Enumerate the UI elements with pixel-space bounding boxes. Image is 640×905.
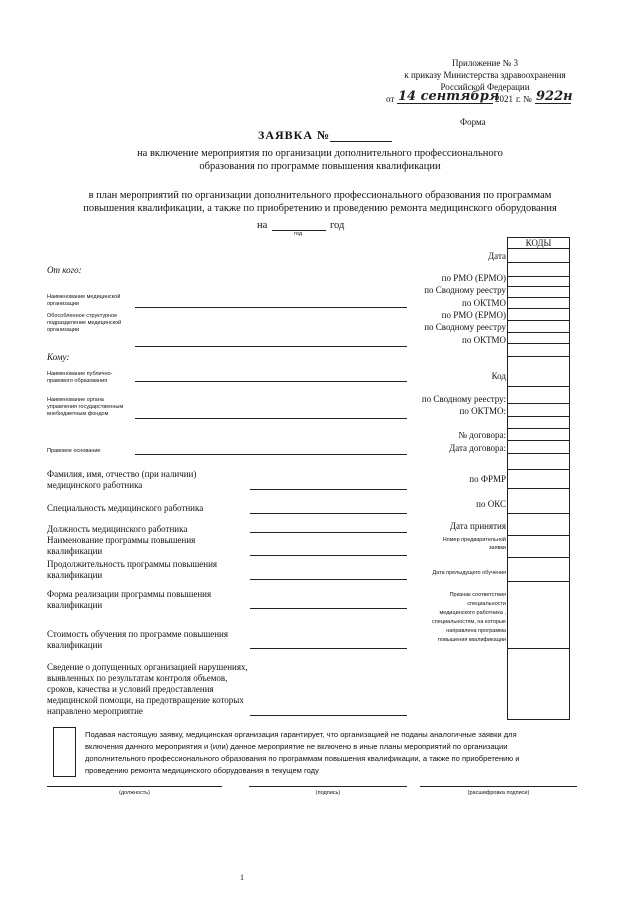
label-match-2: специальности: [467, 601, 506, 607]
label-match-6: повышения квалификации: [437, 637, 506, 643]
field-form-1: Форма реализации программы повышения: [47, 589, 212, 599]
label-rmo-1: по РМО (ЕРМО): [441, 273, 506, 283]
declaration-line-1: Подавая настоящую заявку, медицинская организация гарантирует, что организацией не поданы аналогичные заявки для: [85, 730, 517, 739]
appendix-label: Приложение № 3: [452, 58, 518, 68]
label-oktmo-2: по ОКТМО: [462, 335, 506, 345]
specialty-field-line: [250, 513, 407, 514]
handwritten-number: 922н: [536, 89, 573, 104]
field-form-2: квалификации: [47, 600, 103, 610]
label-oktmo-3: по ОКТМО:: [459, 406, 506, 416]
field-position: Должность медицинского работника: [47, 524, 188, 534]
public-field-line: [135, 381, 407, 382]
title-sub-2: образования по программе повышения квалификации: [199, 161, 441, 172]
label-fund-2: управления государственным: [47, 404, 124, 410]
title-number-underline: [330, 141, 392, 142]
label-svod-1: по Сводному реестру: [424, 285, 506, 295]
title-main: ЗАЯВКА №: [258, 128, 331, 142]
label-org-2: организации: [47, 301, 80, 307]
label-fund-3: внебюджетным фондом: [47, 411, 109, 417]
plan-line-2: повышения квалификации, а также по приобретению и проведению ремонта медицинского оборудования: [83, 203, 557, 214]
label-legal: Правовое основание: [47, 448, 101, 454]
label-sub-1: Обособленное структурное: [47, 313, 118, 319]
order-line-1: к приказу Министерства здравоохранения: [404, 70, 566, 80]
label-sub-2: подразделение медицинской: [47, 320, 122, 326]
handwritten-date: 14 сентября: [398, 89, 500, 104]
label-oktmo-1: по ОКТМО: [462, 298, 506, 308]
declaration-line-3: дополнительного профессионального образования по программам повышения квалификации, а также по приобретению и: [85, 754, 520, 763]
title-sub-1: на включение мероприятия по организации дополнительного профессионального: [137, 148, 503, 159]
field-violations-2: выявленных по результатам контроля объемов,: [47, 673, 228, 683]
position-sign-line: [47, 786, 222, 787]
violations-field-line: [250, 715, 407, 716]
guarantee-checkbox[interactable]: [53, 727, 76, 777]
label-to: Кому:: [47, 352, 70, 362]
label-match-3: медицинского работника ,: [439, 610, 506, 616]
codes-header: КОДЫ: [525, 238, 552, 248]
label-fund-1: Наименование органа: [47, 397, 104, 403]
field-cost-1: Стоимость обучения по программе повышения: [47, 629, 229, 639]
label-frmr: по ФРМР: [469, 474, 506, 484]
field-violations-4: медицинской помощи, на предотвращение которых: [47, 695, 244, 705]
label-prelim-1: Номер предварительной: [442, 537, 506, 543]
label-hire-date: Дата принятия: [449, 521, 506, 531]
label-date: Дата: [488, 251, 506, 261]
field-violations-1: Сведение о допущенных организацией нарушениях,: [47, 662, 248, 672]
label-oks: по ОКС: [476, 499, 506, 509]
label-match-1: Признак соответствия: [449, 592, 506, 598]
number-underline: [535, 103, 571, 104]
caption-decoding: (расшифровка подписи): [467, 790, 530, 796]
caption-signature: (подпись): [315, 790, 341, 796]
label-dogovor-num: № договора:: [458, 430, 506, 440]
plan-year-caption: год: [294, 231, 303, 237]
label-public-2: правового образования: [47, 378, 108, 384]
label-public-1: Наименование публично-: [47, 371, 113, 377]
date-underline: [397, 103, 493, 104]
field-violations-5: направлено мероприятие: [47, 706, 143, 716]
duration-field-line: [250, 579, 407, 580]
caption-position: (должность): [119, 790, 150, 796]
year-suffix: г. №: [516, 94, 532, 104]
label-from: От кого:: [47, 265, 82, 275]
fund-field-line: [135, 418, 407, 419]
label-org-1: Наименование медицинской: [47, 294, 121, 300]
legal-field-line: [135, 454, 407, 455]
plan-line-1: в план мероприятий по организации дополнительного профессионального образования по программам: [88, 190, 552, 201]
field-duration-1: Продолжительность программы повышения: [47, 559, 218, 569]
label-svod-3: по Сводному реестру:: [421, 394, 506, 404]
codes-box: [507, 237, 570, 720]
label-match-5: направлена программа: [446, 628, 506, 634]
order-line-2: Российской Федерации: [440, 82, 530, 92]
field-violations-3: сроков, качества и условий предоставления: [47, 684, 214, 694]
org-field-line: [135, 307, 407, 308]
plan-na: на: [257, 220, 268, 231]
subdivision-field-line: [135, 346, 407, 347]
declaration-line-4: проведению ремонта медицинского оборудования в текущем году: [85, 766, 319, 775]
fio-field-line: [250, 489, 407, 490]
field-program-2: квалификации: [47, 546, 103, 556]
decoding-line: [420, 786, 577, 787]
cost-field-line: [250, 648, 407, 649]
field-program-1: Наименование программы повышения: [47, 535, 196, 545]
label-match-4: специальностям, на которые: [432, 619, 506, 625]
program-field-line: [250, 555, 407, 556]
declaration-line-2: включения данного мероприятия и (или) данное мероприятие не включено в иные планы мероприятий по организации: [85, 742, 508, 751]
page-number: 1: [240, 873, 244, 882]
field-cost-2: квалификации: [47, 640, 103, 650]
field-specialty: Специальность медицинского работника: [47, 503, 204, 513]
label-rmo-2: по РМО (ЕРМО): [441, 310, 506, 320]
year-label: 2021: [495, 94, 513, 104]
date-prefix: от: [386, 94, 395, 104]
label-svod-2: по Сводному реестру: [424, 322, 506, 332]
position-field-line: [250, 532, 407, 533]
label-sub-3: организации: [47, 327, 80, 333]
label-prelim-2: заявки: [489, 545, 506, 551]
plan-god: год: [330, 220, 345, 231]
label-kod: Код: [491, 371, 506, 381]
field-duration-2: квалификации: [47, 570, 103, 580]
form-field-line: [250, 608, 407, 609]
label-dogovor-date: Дата договора:: [449, 443, 506, 453]
signature-line: [249, 786, 407, 787]
label-prev-training: Дата прелыдущего обучения: [432, 570, 506, 576]
field-fio-1: Фамилия, имя, отчество (при наличии): [47, 469, 197, 479]
form-label: Форма: [460, 117, 486, 127]
field-fio-2: медицинского работника: [47, 480, 143, 490]
